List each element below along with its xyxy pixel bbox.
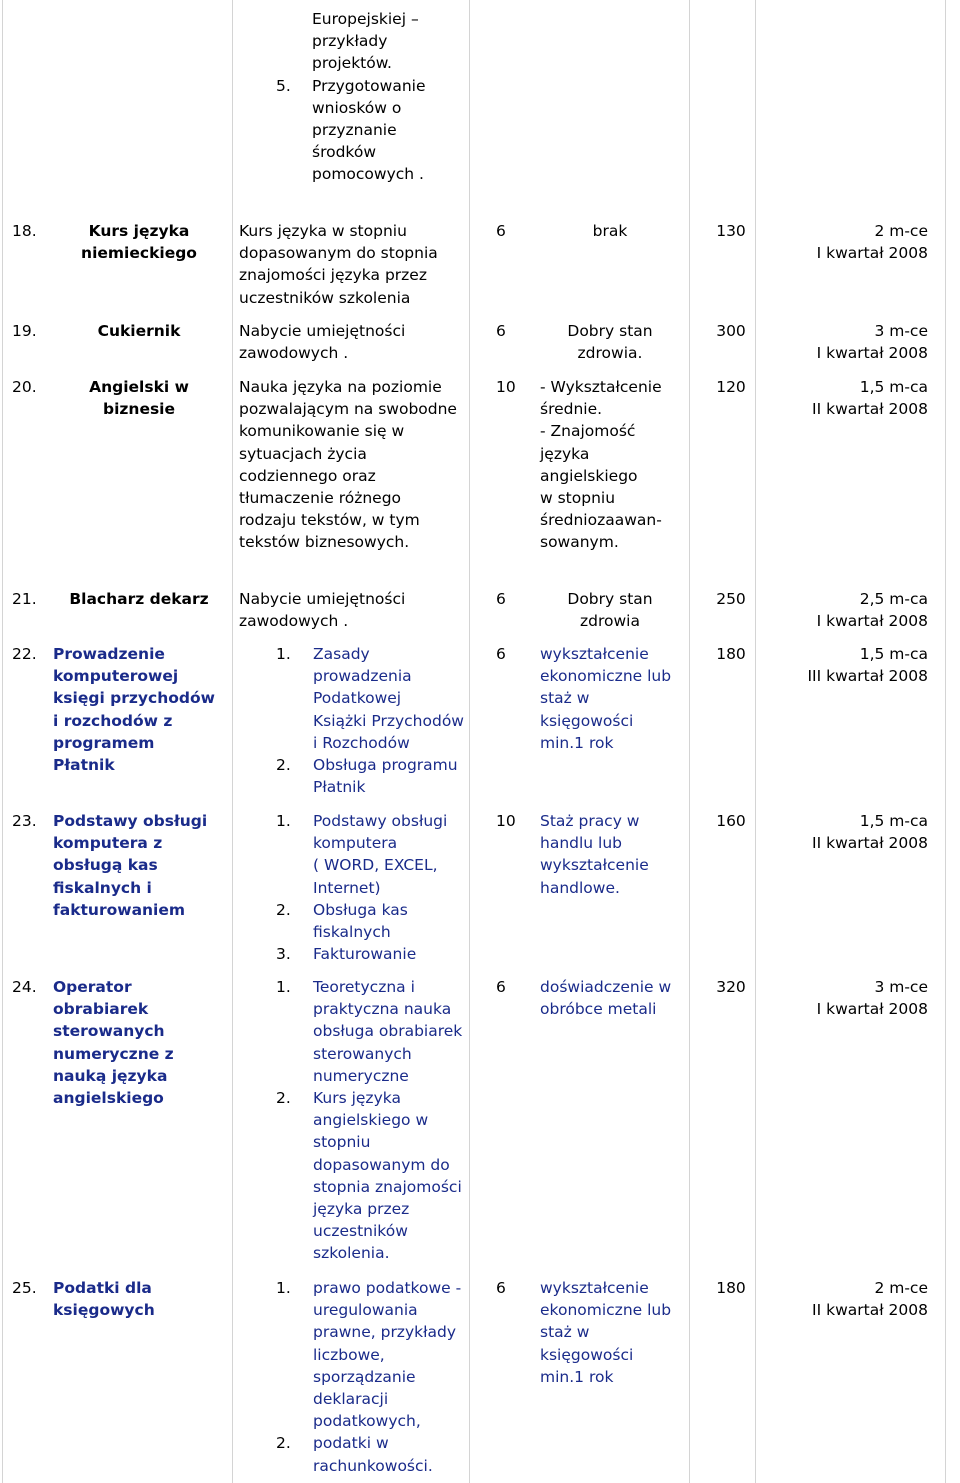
participant-count: 10 <box>496 812 516 830</box>
list-number: 2. <box>276 756 291 775</box>
list-text <box>276 754 464 798</box>
hours-cell: 180 <box>716 1279 746 1297</box>
column-rule <box>945 0 946 1483</box>
requirement-line: wykształcenie <box>540 1279 649 1297</box>
scope-line: podatkowych, <box>313 1412 421 1431</box>
requirement-line: handlowe. <box>540 878 620 897</box>
participant-count: 6 <box>496 645 506 663</box>
scope-line: Internet) <box>313 878 381 897</box>
scope-line: deklaracji <box>313 1390 389 1409</box>
term-line: 2,5 m-ca <box>859 590 928 608</box>
course-name-cell <box>53 976 174 1109</box>
requirement-line: wykształcenie <box>540 856 649 875</box>
scope-line: codziennego oraz <box>239 466 376 485</box>
requirement-line: Staż pracy w <box>540 812 640 830</box>
list-number: 1. <box>276 1279 291 1297</box>
column-rule <box>469 0 470 1483</box>
requirement-line: średnie. <box>540 400 603 419</box>
course-name-cell <box>46 320 232 342</box>
course-name-line: programem <box>53 733 155 752</box>
requirements-cell <box>540 376 662 554</box>
scope-line: fiskalnych <box>313 923 391 942</box>
term-cell <box>770 643 928 687</box>
course-name-line: Podatki dla <box>53 1279 152 1297</box>
scope-line: tłumaczenie różnego <box>239 489 402 508</box>
row-number: 20. <box>12 378 37 396</box>
list-number: 5. <box>276 76 291 95</box>
list-number: 2. <box>276 900 291 919</box>
scope-line: uczestników szkolenia <box>239 288 411 307</box>
course-name-line: komputera z <box>53 834 163 853</box>
term-line: 3 m-ce <box>874 978 928 996</box>
scope-line: dopasowanym do <box>313 1155 450 1174</box>
hours-cell: 250 <box>716 590 746 608</box>
requirement-line: staż w <box>540 1323 590 1342</box>
row-number: 19. <box>12 322 37 340</box>
term-line: II kwartał 2008 <box>812 834 928 853</box>
text-line: przykłady <box>312 32 388 51</box>
term-cell <box>770 810 928 854</box>
participant-count: 10 <box>496 378 516 396</box>
scope-line: sporządzanie <box>313 1367 416 1386</box>
course-name-line: sterowanych <box>53 1022 165 1041</box>
requirement-line: zdrowia <box>580 612 640 631</box>
requirement-line: sowanym. <box>540 533 619 552</box>
requirement-line: min.1 rok <box>540 1367 614 1386</box>
course-name-cell <box>53 643 215 776</box>
course-name-line: Angielski w <box>89 378 189 396</box>
scope-line: prowadzenia <box>313 667 412 686</box>
term-line: II kwartał 2008 <box>812 400 928 419</box>
term-line: 1,5 m-ca <box>859 378 928 396</box>
scope-line: Fakturowanie <box>313 945 417 964</box>
requirement-line: Dobry stan <box>567 590 653 608</box>
scope-line: Nabycie umiejętności <box>239 322 406 340</box>
scope-line: komputera <box>313 834 398 853</box>
scope-line: Podatkowej <box>313 689 402 708</box>
scope-line: dopasowanym do stopnia <box>239 244 438 263</box>
scope-list-item <box>276 976 462 1087</box>
column-rule <box>232 0 233 1483</box>
term-line: 2 m-ce <box>874 222 928 240</box>
course-name-cell <box>53 1277 155 1321</box>
requirements-cell <box>540 220 680 242</box>
course-name-line: numeryczne z <box>53 1044 174 1063</box>
scope-cell <box>239 320 405 364</box>
scope-line: Kurs języka <box>313 1089 401 1108</box>
scope-line: stopnia znajomości <box>313 1177 462 1196</box>
course-name-line: obrabiarek <box>53 1000 149 1019</box>
course-name-line: biznesie <box>102 400 176 419</box>
scope-list-item <box>276 810 447 899</box>
term-cell <box>770 976 928 1020</box>
course-name-cell <box>46 588 232 610</box>
scope-list-item <box>276 1432 461 1476</box>
requirement-line: średniozaawan- <box>540 511 662 530</box>
requirement-line: ekonomiczne lub <box>540 1301 672 1320</box>
scope-line: szkolenia. <box>313 1244 390 1263</box>
requirement-line: brak <box>592 222 628 240</box>
requirement-line: - Wykształcenie <box>540 378 662 396</box>
list-number: 2. <box>276 1089 291 1108</box>
scope-line: i Rozchodów <box>313 733 410 752</box>
scope-line: Nauka języka na poziomie <box>239 378 442 396</box>
list-number: 1. <box>276 645 291 663</box>
scope-line: Kurs języka w stopniu <box>239 222 407 240</box>
scope-line: Obsługa kas <box>313 900 408 919</box>
course-name-line: nauką języka <box>53 1066 168 1085</box>
list-number: 1. <box>276 978 291 996</box>
text-line: pomocowych . <box>312 165 424 184</box>
scope-line: stopniu <box>313 1133 371 1152</box>
scope-line: rodzaju tekstów, w tym <box>239 511 420 530</box>
requirement-line: Dobry stan <box>567 322 653 340</box>
hours-cell: 130 <box>716 222 746 240</box>
participant-count: 6 <box>496 590 506 608</box>
term-cell <box>770 588 928 632</box>
requirement-line: handlu lub <box>540 834 623 853</box>
scope-line: uregulowania <box>313 1301 418 1320</box>
requirement-line: w stopniu <box>540 489 616 508</box>
participant-count: 6 <box>496 222 506 240</box>
requirements-cell <box>540 1277 671 1388</box>
scope-line: sytuacjach życia <box>239 444 367 463</box>
course-name-line: Płatnik <box>53 756 115 775</box>
list-number: 1. <box>276 812 291 830</box>
list-text <box>276 1432 461 1476</box>
scope-line: znajomości języka przez <box>239 266 427 285</box>
course-name-line: komputerowej <box>53 667 179 686</box>
scope-list-item <box>276 1087 462 1265</box>
scope-line: prawo podatkowe - <box>313 1279 462 1297</box>
term-line: III kwartał 2008 <box>807 667 928 686</box>
requirements-cell <box>540 320 680 364</box>
course-name-line: Podstawy obsługi <box>53 812 208 830</box>
scope-cell <box>239 220 438 309</box>
list-text <box>276 1277 461 1432</box>
scope-list <box>276 810 447 965</box>
course-name-line: Cukiernik <box>97 322 181 340</box>
scope-line: języka przez <box>313 1200 410 1219</box>
course-name-cell <box>46 376 232 420</box>
hours-cell: 120 <box>716 378 746 396</box>
term-line: I kwartał 2008 <box>816 612 928 631</box>
requirements-cell <box>540 588 680 632</box>
scope-list-item <box>276 643 464 754</box>
scope-cell <box>239 588 405 632</box>
term-line: 1,5 m-ca <box>859 645 928 663</box>
course-name-line: księgi przychodów <box>53 689 215 708</box>
scope-line: rachunkowości. <box>313 1456 433 1475</box>
text-line: Europejskiej – <box>312 10 419 28</box>
requirement-line: angielskiego <box>540 466 638 485</box>
term-cell <box>770 220 928 264</box>
scope-line: Płatnik <box>313 778 366 797</box>
requirement-line: doświadczenie w <box>540 978 672 996</box>
term-line: 2 m-ce <box>874 1279 928 1297</box>
scope-list <box>276 1277 461 1477</box>
list-number: 2. <box>276 1434 291 1453</box>
course-name-line: i rozchodów z <box>53 711 173 730</box>
column-rule <box>689 0 690 1483</box>
course-name-line: księgowych <box>53 1301 155 1320</box>
list-text <box>276 643 464 754</box>
scope-line: praktyczna nauka <box>313 1000 452 1019</box>
scope-list-item <box>276 943 447 965</box>
scope-line: prawne, przykłady <box>313 1323 457 1342</box>
scope-line: Teoretyczna i <box>313 978 415 996</box>
requirement-line: księgowości <box>540 711 634 730</box>
term-cell <box>770 376 928 420</box>
row-number: 24. <box>12 978 37 996</box>
requirement-line: min.1 rok <box>540 733 614 752</box>
scope-line: Podstawy obsługi <box>313 812 448 830</box>
term-line: II kwartał 2008 <box>812 1301 928 1320</box>
term-line: I kwartał 2008 <box>816 1000 928 1019</box>
scope-line: angielskiego w <box>313 1111 429 1130</box>
course-name-line: Blacharz dekarz <box>69 590 209 608</box>
scope-list-item <box>276 899 447 943</box>
scope-list-item <box>276 754 464 798</box>
course-name-cell <box>46 220 232 264</box>
column-rule <box>2 0 3 1483</box>
scope-line: tekstów biznesowych. <box>239 533 410 552</box>
scope-list-item <box>276 1277 461 1432</box>
requirement-line: zdrowia. <box>577 344 643 363</box>
requirements-cell <box>540 810 649 899</box>
term-cell <box>770 1277 928 1321</box>
course-name-line: Prowadzenie <box>53 645 165 663</box>
requirement-line: obróbce metali <box>540 1000 657 1019</box>
course-name-line: angielskiego <box>53 1089 164 1108</box>
scope-line: pozwalającym na swobodne <box>239 400 457 419</box>
scope-line: zawodowych . <box>239 612 349 631</box>
scope-line: liczbowe, <box>313 1345 385 1364</box>
scope-line: ( WORD, EXCEL, <box>313 856 438 875</box>
requirement-line: - Znajomość <box>540 422 636 441</box>
course-name-line: niemieckiego <box>81 244 197 263</box>
scope-line: zawodowych . <box>239 344 349 363</box>
hours-cell: 160 <box>716 812 746 830</box>
scope-line: Książki Przychodów <box>313 711 464 730</box>
requirement-line: wykształcenie <box>540 645 649 663</box>
requirements-cell <box>540 976 671 1020</box>
row-number: 25. <box>12 1279 37 1297</box>
list-text <box>276 1087 462 1265</box>
continued-scope-cell <box>276 8 425 186</box>
requirement-line: staż w <box>540 689 590 708</box>
course-name-line: Operator <box>53 978 132 996</box>
requirement-line: ekonomiczne lub <box>540 667 672 686</box>
hours-cell: 300 <box>716 322 746 340</box>
list-text <box>276 976 462 1087</box>
participant-count: 6 <box>496 978 506 996</box>
course-name-line: fiskalnych i <box>53 878 152 897</box>
row-number: 22. <box>12 645 37 663</box>
scope-line: obsługa obrabiarek <box>313 1022 463 1041</box>
row-number: 18. <box>12 222 37 240</box>
scope-line: uczestników <box>313 1222 408 1241</box>
term-line: 3 m-ce <box>874 322 928 340</box>
scope-line: Zasady <box>313 645 370 663</box>
scope-list <box>276 643 464 798</box>
participant-count: 6 <box>496 1279 506 1297</box>
text-line: wniosków o <box>312 98 402 117</box>
term-line: 1,5 m-ca <box>859 812 928 830</box>
course-name-line: Kurs języka <box>88 222 190 240</box>
requirement-line: księgowości <box>540 1345 634 1364</box>
term-line: I kwartał 2008 <box>816 244 928 263</box>
scope-line: Nabycie umiejętności <box>239 590 406 608</box>
text-line: środków <box>312 143 377 162</box>
hours-cell: 320 <box>716 978 746 996</box>
course-name-line: fakturowaniem <box>53 900 186 919</box>
row-number: 21. <box>12 590 37 608</box>
scope-line: Obsługa programu <box>313 756 458 775</box>
scope-list <box>276 976 462 1265</box>
row-number: 23. <box>12 812 37 830</box>
requirements-cell <box>540 643 671 754</box>
term-cell <box>770 320 928 364</box>
scope-line: sterowanych <box>313 1044 412 1063</box>
course-name-line: obsługą kas <box>53 856 158 875</box>
hours-cell: 180 <box>716 645 746 663</box>
text-line: przyznanie <box>312 121 397 140</box>
scope-line: podatki w <box>313 1434 389 1453</box>
course-name-cell <box>53 810 207 921</box>
participant-count: 6 <box>496 322 506 340</box>
scope-line: numeryczne <box>313 1066 409 1085</box>
term-line: I kwartał 2008 <box>816 344 928 363</box>
requirement-line: języka <box>540 444 590 463</box>
text-line: projektów. <box>312 54 392 73</box>
scope-cell <box>239 376 457 554</box>
text-line: Przygotowanie <box>312 76 426 95</box>
list-number: 3. <box>276 945 291 964</box>
scope-line: komunikowanie się w <box>239 422 405 441</box>
